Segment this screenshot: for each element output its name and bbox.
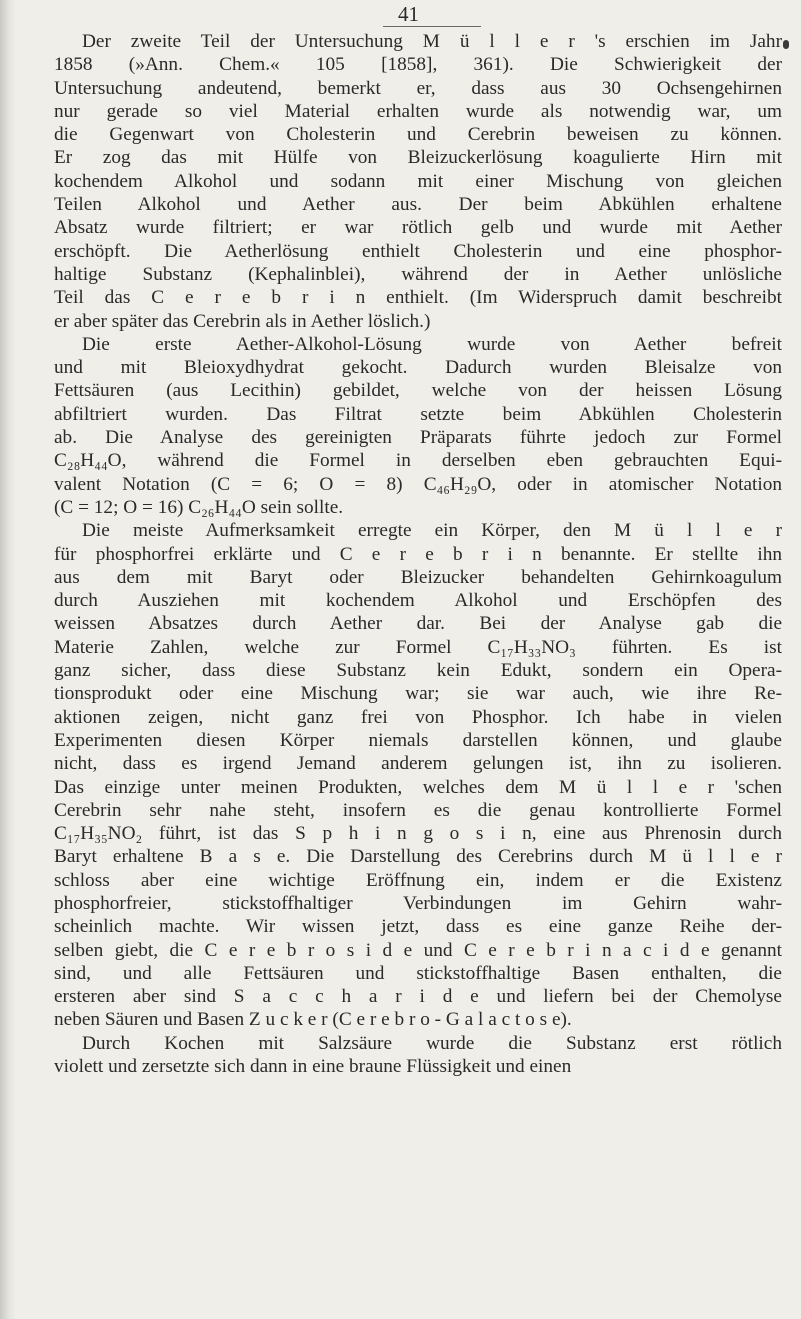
text-line: Durch Kochen mit Salzsäure wurde die Substanz erst rötlich [82, 1032, 782, 1054]
text-line: tionsprodukt oder eine Mischung war; sie war auch, wie ihre Re- [54, 683, 782, 705]
text-line: Cerebrin sehr nahe steht, insofern es die genau kontrollierte Formel [54, 799, 782, 821]
text-line: neben Säuren und Basen Z u c k e r (C e r e b r o - G a l a c t o s e). [54, 1009, 572, 1031]
text-line: violett und zersetzte sich dann in eine braune Flüssigkeit und einen [54, 1056, 572, 1078]
text-line: aus dem mit Baryt oder Bleizucker behandelten Gehirnkoagulum [54, 566, 782, 588]
text-line: Teil das C e r e b r i n enthielt. (Im Widerspruch damit beschreibt [54, 287, 782, 309]
text-line: Die meiste Aufmerksamkeit erregte ein Körper, den M ü l l e r [82, 520, 782, 542]
text-line: für phosphorfrei erklärte und C e r e b r i n benannte. Er stellte ihn [54, 543, 782, 565]
text-line: abfiltriert wurden. Das Filtrat setzte beim Abkühlen Cholesterin [54, 403, 782, 425]
text-line: 1858 (»Ann. Chem.« 105 [1858], 361). Die Schwierigkeit der [54, 54, 782, 76]
text-line: phosphorfreier, stickstoffhaltiger Verbindungen im Gehirn wahr- [54, 892, 782, 914]
text-line: kochendem Alkohol und sodann mit einer Mischung von gleichen [54, 170, 782, 192]
text-line: die Gegenwart von Cholesterin und Cerebrin beweisen zu können. [54, 124, 782, 146]
page-number-rule [383, 26, 481, 27]
text-line: Das einzige unter meinen Produkten, welches dem M ü l l e r 'schen [54, 776, 782, 798]
text-line: ab. Die Analyse des gereinigten Präparats führte jedoch zur Formel [54, 427, 782, 449]
text-line: Experimenten diesen Körper niemals darstellen können, und glaube [54, 729, 782, 751]
text-line: schloss aber eine wichtige Eröffnung ein, indem er die Existenz [54, 869, 782, 891]
text-line: Materie Zahlen, welche zur Formel C₁₇H₃₃NO₃ führten. Es ist [54, 636, 782, 658]
text-line: er aber später das Cerebrin als in Aether löslich.) [54, 310, 431, 332]
text-line: Untersuchung andeutend, bemerkt er, dass aus 30 Ochsengehirnen [54, 77, 782, 99]
text-line: Die erste Aether-Alkohol-Lösung wurde von Aether befreit [82, 333, 782, 355]
text-line: Baryt erhaltene B a s e. Die Darstellung des Cerebrins durch M ü l l e r [54, 846, 782, 868]
text-line: durch Ausziehen mit kochendem Alkohol und Erschöpfen des [54, 590, 782, 612]
text-line: haltige Substanz (Kephalinblei), während der in Aether unlösliche [54, 263, 782, 285]
ink-mark [783, 40, 789, 49]
body-text [54, 30, 782, 1078]
page-number: 41 [398, 2, 419, 26]
text-line: ersteren aber sind S a c c h a r i d e und liefern bei der Chemolyse [54, 986, 782, 1008]
text-line: (C = 12; O = 16) C₂₆H₄₄O sein sollte. [54, 496, 344, 518]
text-line: Der zweite Teil der Untersuchung M ü l l e r 's erschien im Jahr [82, 31, 782, 52]
text-line: ganz sicher, dass diese Substanz kein Edukt, sondern ein Opera- [54, 660, 782, 682]
page-edge-shadow [0, 0, 16, 1319]
text-line: weissen Absatzes durch Aether dar. Bei der Analyse gab die [54, 613, 782, 635]
text-line: scheinlich machte. Wir wissen jetzt, dass es eine ganze Reihe der- [54, 916, 782, 938]
text-line: Er zog das mit Hülfe von Bleizuckerlösung koagulierte Hirn mit [54, 147, 782, 169]
text-line: selben giebt, die C e r e b r o s i d e und C e r e b r i n a c i d e genannt [54, 939, 782, 961]
text-line: Absatz wurde filtriert; er war rötlich gelb und wurde mit Aether [54, 217, 782, 239]
text-line: valent Notation (C = 6; O = 8) C₄₆H₂₉O, oder in atomischer Notation [54, 473, 782, 495]
text-line: erschöpft. Die Aetherlösung enthielt Cholesterin und eine phosphor- [54, 240, 782, 262]
text-line: aktionen zeigen, nicht ganz frei von Phosphor. Ich habe in vielen [54, 706, 782, 728]
text-line: Fettsäuren (aus Lecithin) gebildet, welche von der heissen Lösung [54, 380, 782, 402]
text-line: und mit Bleioxydhydrat gekocht. Dadurch wurden Bleisalze von [54, 357, 782, 379]
text-line: nicht, dass es irgend Jemand anderem gelungen ist, ihn zu isolieren. [54, 753, 782, 775]
text-line: Teilen Alkohol und Aether aus. Der beim Abkühlen erhaltene [54, 194, 782, 216]
text-line: C₁₇H₃₅NO₂ führt, ist das S p h i n g o s i n, eine aus Phrenosin durch [54, 823, 782, 845]
text-line: sind, und alle Fettsäuren und stickstoffhaltige Basen enthalten, die [54, 962, 782, 984]
text-line: nur gerade so viel Material erhalten wurde als notwendig war, um [54, 100, 782, 122]
text-line: C₂₈H₄₄O, während die Formel in derselben eben gebrauchten Equi- [54, 450, 782, 472]
